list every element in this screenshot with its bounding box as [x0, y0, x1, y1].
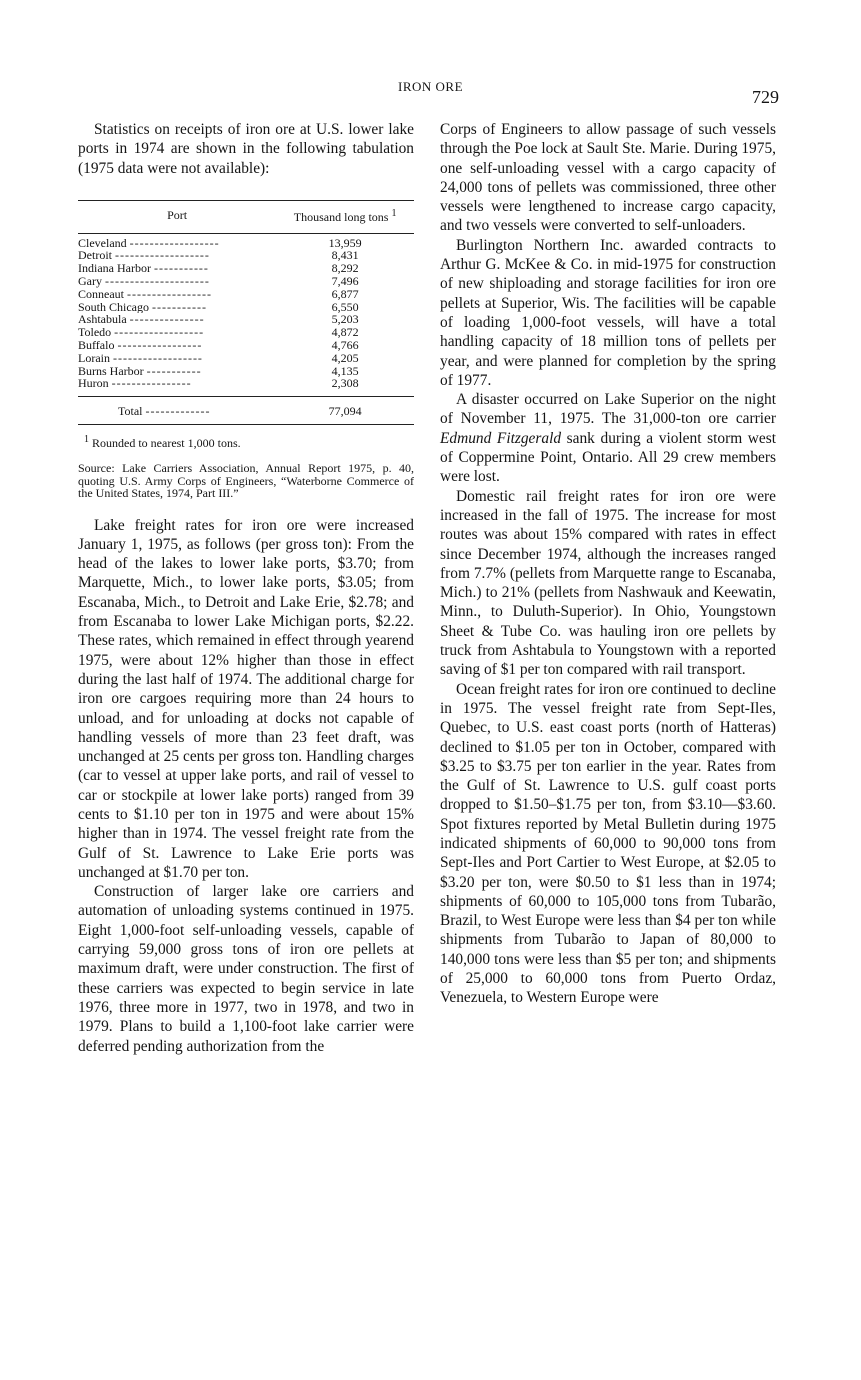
total-value: 77,094	[276, 397, 414, 425]
tonnage-value: 4,766	[331, 339, 359, 352]
port-name: Conneaut	[78, 287, 124, 301]
tonnage-value: 8,431	[331, 249, 359, 263]
tonnage-value: 6,550	[331, 300, 359, 314]
port-cell	[78, 352, 276, 365]
dot-leader: -----------	[146, 364, 202, 378]
port-name: Gary	[78, 275, 102, 288]
disaster-paragraph	[440, 390, 776, 486]
disaster-text-before: A disaster occurred on Lake Superior on the night of November 11, 1975. The 31,000-ton ore carrier	[440, 391, 776, 428]
table-row	[78, 339, 414, 352]
table-row	[78, 301, 414, 314]
dot-leader: ---------------	[129, 313, 205, 327]
dot-leader: ------------------	[113, 351, 203, 365]
total-leader: -------------	[145, 404, 211, 419]
port-name: South Chicago	[78, 300, 149, 314]
dot-leader: -------------------	[115, 249, 210, 263]
dot-leader: -----------	[153, 262, 209, 276]
table-row	[78, 262, 414, 275]
port-name: Detroit	[78, 249, 112, 263]
right-column	[440, 120, 776, 1008]
corps-of-engineers-paragraph: Corps of Engineers to allow passage of such vessels through the Poe lock at Sault Ste. Marie. During 1975, one self-unloading vessel with a cargo capacity of 24,000 tons of pellets was commissioned, three other vessels were lengthened to increase cargo capacity, and two vessels were converted to self-unloaders.	[440, 121, 776, 235]
column-header-value-label: Thousand long tons	[293, 209, 389, 224]
table-row	[78, 352, 414, 365]
port-cell	[78, 326, 276, 339]
table-header-row	[78, 200, 414, 233]
port-cell	[78, 262, 276, 275]
iron-ore-receipts-table	[78, 200, 414, 425]
port-cell	[78, 233, 276, 249]
dot-leader: -----------	[152, 300, 207, 314]
lake-carriers-construction-paragraph: Construction of larger lake ore carriers and automation of unloading systems continued in 1975. Eight 1,000-foot self-unloading vessels, capable of carrying 59,000 gross tons of iron ore pellets at maximum draft, were under construction. The first of these carriers was expected to begin service in late 1976, three more in 1977, two in 1978, and two in 1979. Plans to build a 1,100-foot lake carrier were deferred pending authorization from the	[78, 883, 414, 1055]
port-cell	[78, 301, 276, 314]
port-cell	[78, 313, 276, 326]
total-label: Total	[118, 404, 143, 419]
port-cell	[78, 275, 276, 288]
port-cell	[78, 249, 276, 262]
table-row	[78, 365, 414, 378]
column-header-port: Port	[78, 200, 276, 233]
tonnage-value: 7,496	[331, 275, 359, 288]
ship-name: Edmund Fitzgerald	[440, 429, 562, 447]
port-name: Burns Harbor	[78, 364, 144, 378]
intro-paragraph: Statistics on receipts of iron ore at U.S. lower lake ports in 1974 are shown in the following tabulation (1975 data were not available):	[78, 121, 414, 177]
footnote-text: Rounded to nearest 1,000 tons.	[92, 436, 241, 451]
port-name: Toledo	[78, 326, 112, 340]
tonnage-value: 5,203	[331, 313, 359, 327]
port-name: Cleveland	[78, 235, 127, 250]
tonnage-value: 13,959	[328, 235, 362, 250]
tonnage-value: 2,308	[331, 377, 359, 391]
tonnage-value: 4,205	[331, 351, 359, 365]
port-name: Ashtabula	[78, 313, 127, 327]
dot-leader: -----------------	[117, 339, 203, 352]
footnote-mark: 1	[84, 434, 89, 446]
burlington-northern-paragraph: Burlington Northern Inc. awarded contracts to Arthur G. McKee & Co. in mid-1975 for construction of new shiploading and storage facilities for iron ore pellets at Superior, Wis. The facilities will be capable of loading 1,000-foot vessels, will have a total handling capacity of 18 million tons of pellets per year, and were planned for completion by the spring of 1977.	[440, 236, 776, 389]
dot-leader: -----------------	[127, 287, 212, 301]
table-row	[78, 233, 414, 249]
lake-freight-rates-paragraph: Lake freight rates for iron ore were increased January 1, 1975, as follows (per gross ton): From the head of the lakes to lower lake ports, $3.70; from Marquette, Mich., to lower lake ports, $3.05; from Escanaba, Mich., to Detroit and Lake Erie, $2.78; and from Escanaba to lower Lake Michigan ports, $2.22. These rates, which remained in effect through yearend 1975, were about 12% higher than those in effect during the last half of 1974. The additional charge for iron ore cargoes requiring more than 24 hours to unload, and for unloading at docks not capable of handling vessels of more than 23 feet draft, was unchanged at 25 cents per gross ton. Handling charges (car to vessel at upper lake ports, and rail of vessel to car or stockpile at lower lake ports) ranged from 39 cents to $1.10 per ton in 1975 and were about 15% higher than in 1974. The vessel freight rate from the Gulf of St. Lawrence to Lake Erie ports was unchanged at $1.70 per ton.	[78, 516, 414, 881]
tonnage-value: 4,135	[331, 364, 359, 378]
port-cell	[78, 377, 276, 396]
table-total-row	[78, 397, 414, 425]
tonnage-value: 4,872	[331, 326, 359, 340]
dot-leader: ----------------	[111, 377, 192, 391]
page-number: 729	[752, 87, 779, 107]
port-name: Huron	[78, 377, 109, 391]
table-row	[78, 249, 414, 262]
table-footnote	[78, 433, 414, 450]
port-cell	[78, 288, 276, 301]
dot-leader: ------------------	[129, 235, 220, 250]
total-label-cell	[78, 397, 276, 425]
table-source-note: Source: Lake Carriers Association, Annual Report 1975, p. 40, quoting U.S. Army Corps of Engineers, “Waterborne Commerce of the United States, 1974, Part III.”	[78, 461, 414, 501]
disaster-text-after: sank during a violent storm west of Coppermine Point, Ontario. All 29 crew members were lost.	[440, 429, 776, 486]
port-name: Lorain	[78, 351, 110, 365]
tonnage-value: 8,292	[331, 262, 359, 276]
table-body	[78, 233, 414, 397]
receipts-table-wrapper	[78, 200, 414, 425]
running-header: IRON ORE	[397, 79, 464, 94]
table-row	[78, 313, 414, 326]
tonnage-value: 6,877	[331, 287, 359, 301]
table-row	[78, 377, 414, 396]
table-row	[78, 288, 414, 301]
column-header-footnote-mark: 1	[391, 207, 397, 219]
ocean-freight-paragraph: Ocean freight rates for iron ore continued to decline in 1975. The vessel freight rate from Sept-Iles, Quebec, to U.S. east coast ports (north of Hatteras) declined to $1.05 per ton in October, compared with $3.25 to $3.75 per ton earlier in the year. Rates from the Gulf of St. Lawrence to U.S. gulf coast ports dropped to $1.50–$1.75 per ton, from $3.10—$3.60. Spot fixtures reported by Metal Bulletin during 1975 indicated shipments of 60,000 to 90,000 tons from Sept-Iles and Port Cartier to West Europe, at $2.05 to $3.20 per ton, were $0.50 to $1 less than in 1974; shipments of 60,000 to 105,000 tons from Tubarão, Brazil, to West Europe were less than $4 per ton while shipments from Tubarão to Japan of 80,000 to 140,000 tons were less than $5 per ton; and shipments of 25,000 to 60,000 tons from Puerto Ordaz, Venezuela, to Western Europe were	[440, 680, 776, 1007]
port-cell	[78, 339, 276, 352]
rail-freight-paragraph: Domestic rail freight rates for iron ore were increased in the fall of 1975. The increase for most routes was about 15% compared with rates in effect since December 1974, although the increases ranged from 7.7% (pellets from Marquette range to Escanaba, Mich.) to 21% (pellets from Nashwauk and Keewatin, Minn., to Duluth-Superior). In Ohio, Youngstown Sheet & Tube Co. was hauling iron ore pellets by truck from Ashtabula to Youngstown with a reported saving of $1 per ton compared with rail transport.	[440, 487, 776, 679]
port-name: Buffalo	[78, 339, 115, 352]
left-column	[78, 120, 414, 1056]
table-row	[78, 326, 414, 339]
port-name: Indiana Harbor	[78, 262, 151, 276]
column-header-value	[276, 200, 414, 233]
port-cell	[78, 365, 276, 378]
dot-leader: ---------------------	[105, 275, 210, 288]
dot-leader: ------------------	[114, 326, 205, 340]
table-row	[78, 275, 414, 288]
